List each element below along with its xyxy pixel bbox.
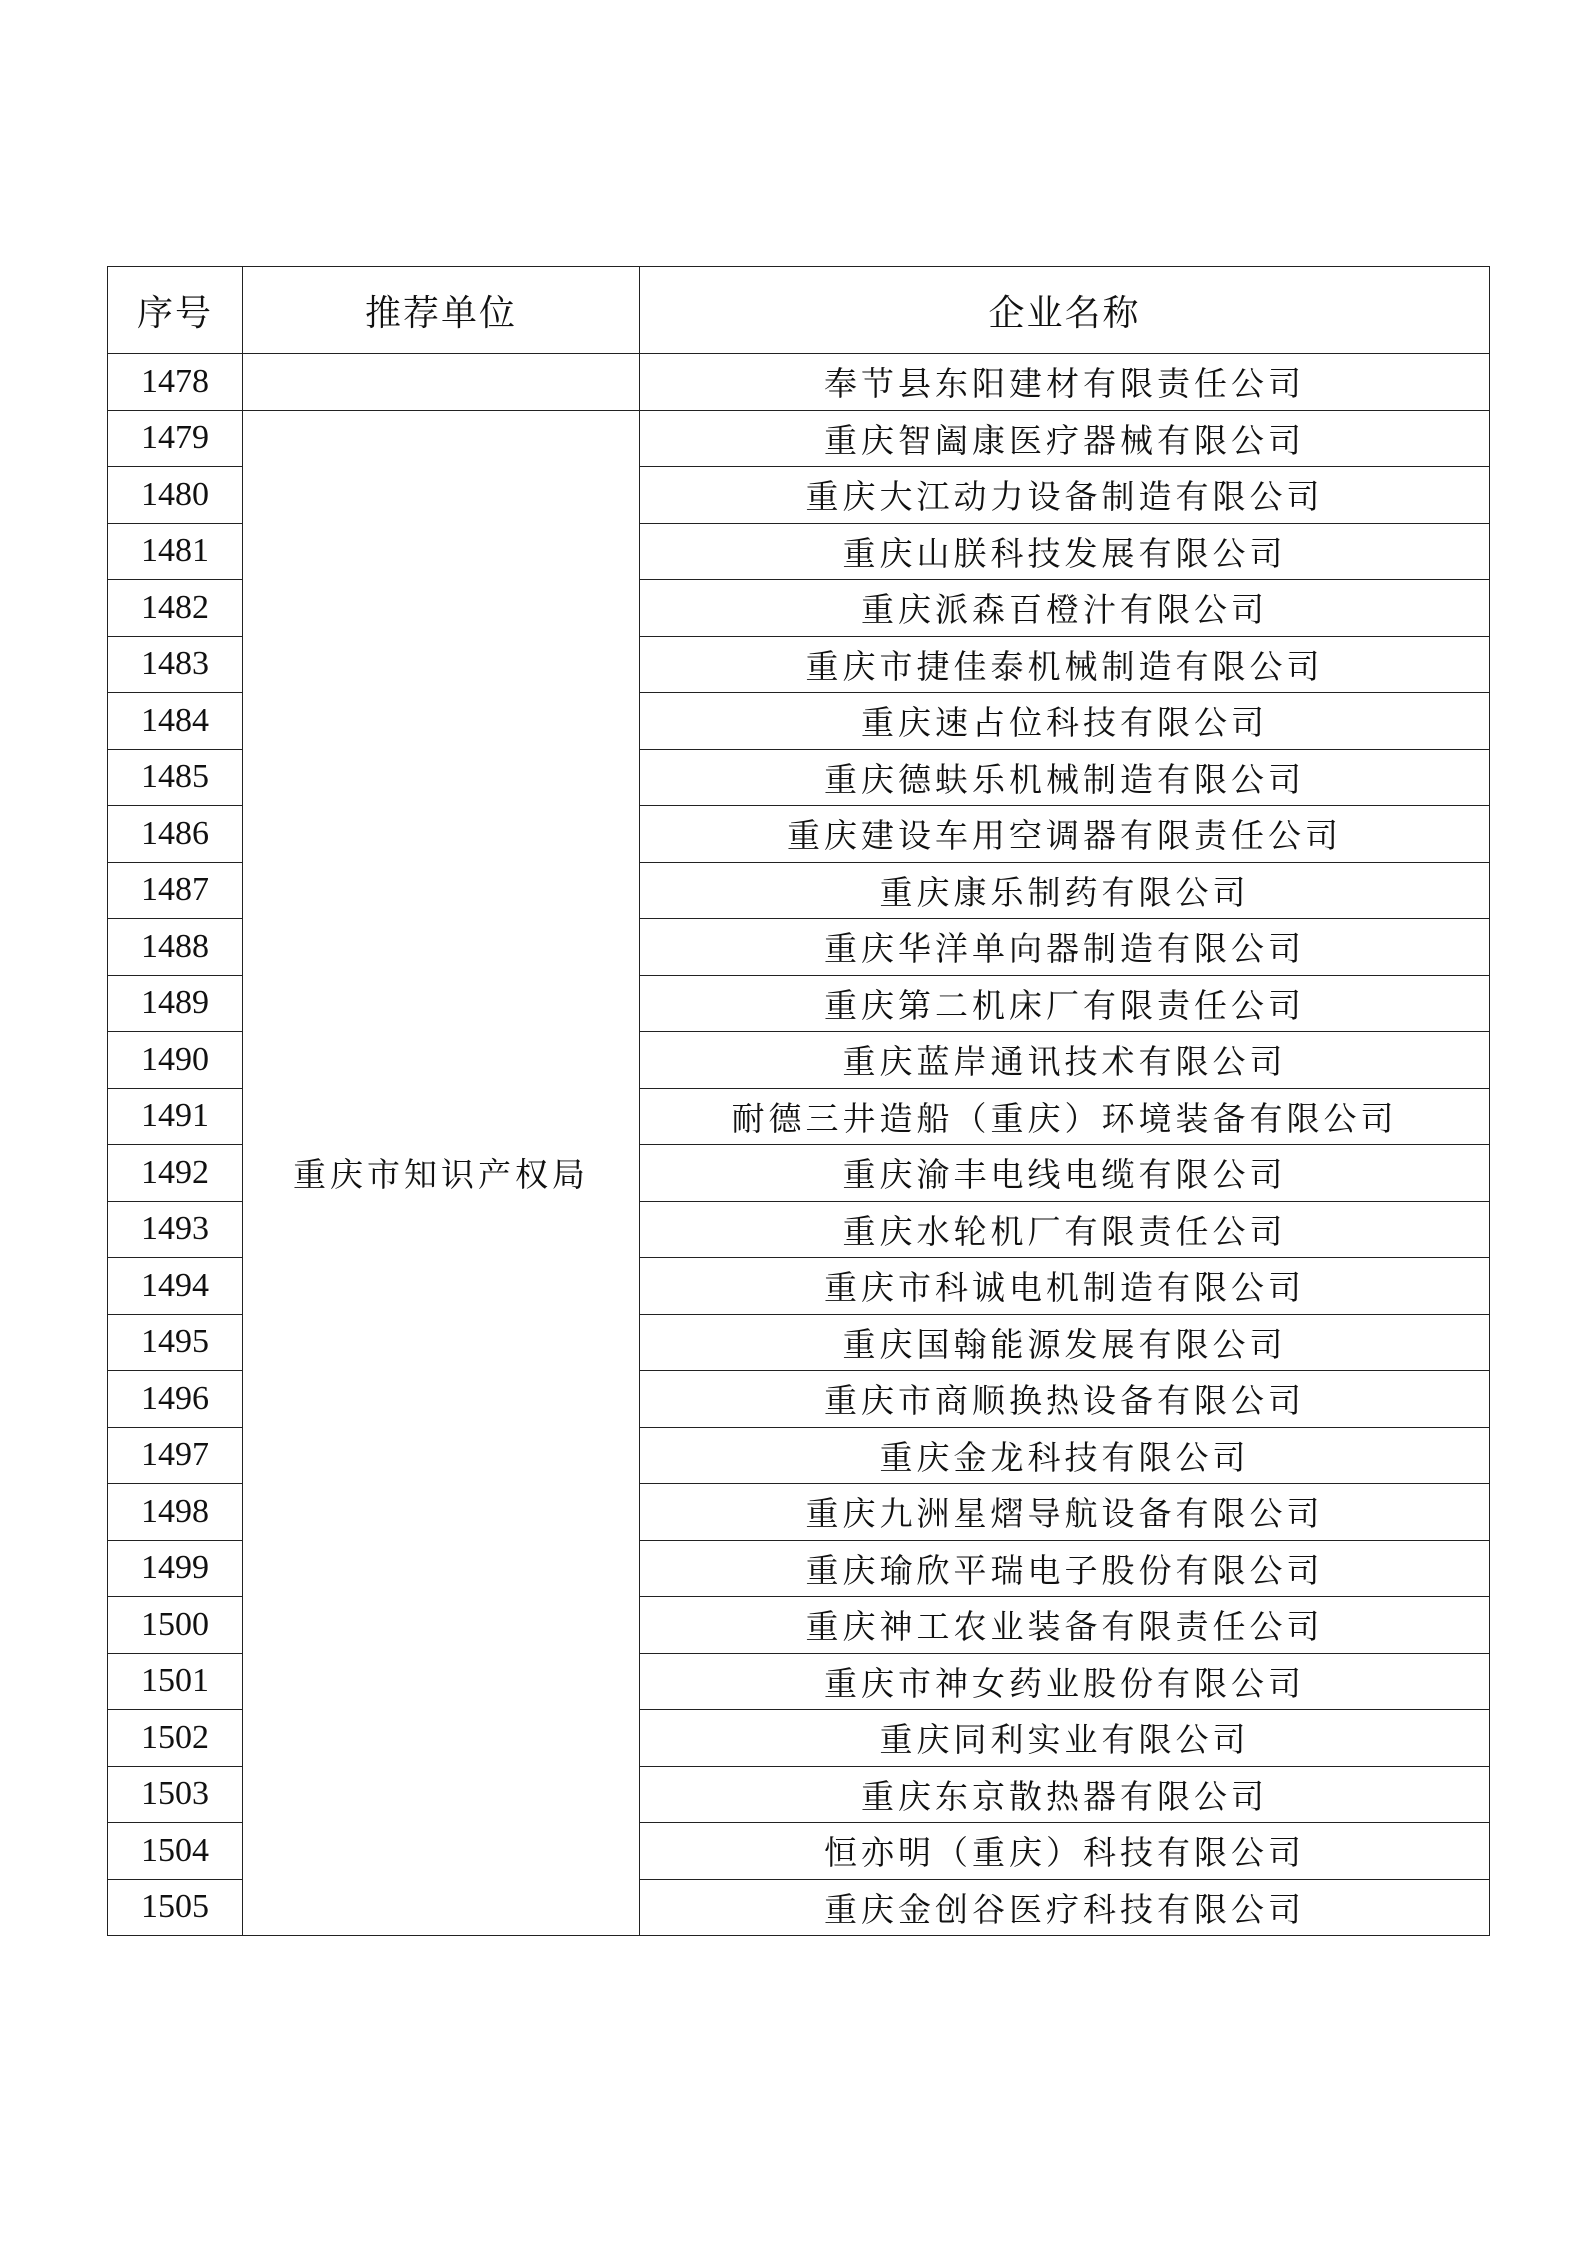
cell-enterprise-name: 重庆智阖康医疗器械有限公司 — [640, 410, 1490, 467]
cell-serial-number: 1499 — [108, 1540, 243, 1597]
enterprise-table — [107, 266, 1490, 1936]
cell-serial-number: 1488 — [108, 919, 243, 976]
cell-serial-number: 1504 — [108, 1823, 243, 1880]
cell-enterprise-name: 耐德三井造船（重庆）环境装备有限公司 — [640, 1088, 1490, 1145]
cell-serial-number: 1489 — [108, 975, 243, 1032]
cell-recommending-unit — [243, 354, 640, 411]
cell-serial-number: 1486 — [108, 806, 243, 863]
cell-enterprise-name: 重庆市捷佳泰机械制造有限公司 — [640, 636, 1490, 693]
header-recommending-unit: 推荐单位 — [243, 267, 640, 354]
cell-serial-number: 1493 — [108, 1201, 243, 1258]
cell-enterprise-name: 重庆瑜欣平瑞电子股份有限公司 — [640, 1540, 1490, 1597]
cell-enterprise-name: 重庆派森百橙汁有限公司 — [640, 580, 1490, 637]
cell-serial-number: 1481 — [108, 523, 243, 580]
cell-enterprise-name: 重庆大江动力设备制造有限公司 — [640, 467, 1490, 524]
cell-enterprise-name: 重庆九洲星熠导航设备有限公司 — [640, 1484, 1490, 1541]
table-row — [108, 410, 1490, 467]
cell-enterprise-name: 重庆金龙科技有限公司 — [640, 1427, 1490, 1484]
cell-serial-number: 1503 — [108, 1766, 243, 1823]
cell-serial-number: 1496 — [108, 1371, 243, 1428]
cell-serial-number: 1492 — [108, 1145, 243, 1202]
cell-enterprise-name: 重庆华洋单向器制造有限公司 — [640, 919, 1490, 976]
cell-serial-number: 1487 — [108, 862, 243, 919]
cell-serial-number: 1485 — [108, 749, 243, 806]
table-row — [108, 354, 1490, 411]
cell-enterprise-name: 重庆市科诚电机制造有限公司 — [640, 1258, 1490, 1315]
cell-serial-number: 1483 — [108, 636, 243, 693]
cell-serial-number: 1500 — [108, 1597, 243, 1654]
table-body — [108, 354, 1490, 1936]
cell-serial-number: 1480 — [108, 467, 243, 524]
cell-enterprise-name: 重庆水轮机厂有限责任公司 — [640, 1201, 1490, 1258]
cell-enterprise-name: 重庆市商顺换热设备有限公司 — [640, 1371, 1490, 1428]
cell-enterprise-name: 奉节县东阳建材有限责任公司 — [640, 354, 1490, 411]
cell-enterprise-name: 重庆速占位科技有限公司 — [640, 693, 1490, 750]
cell-serial-number: 1479 — [108, 410, 243, 467]
cell-serial-number: 1484 — [108, 693, 243, 750]
cell-enterprise-name: 重庆蓝岸通讯技术有限公司 — [640, 1032, 1490, 1089]
cell-enterprise-name: 重庆渝丰电线电缆有限公司 — [640, 1145, 1490, 1202]
table-header — [108, 267, 1490, 354]
cell-enterprise-name: 恒亦明（重庆）科技有限公司 — [640, 1823, 1490, 1880]
cell-enterprise-name: 重庆神工农业装备有限责任公司 — [640, 1597, 1490, 1654]
cell-serial-number: 1505 — [108, 1879, 243, 1936]
cell-enterprise-name: 重庆东京散热器有限公司 — [640, 1766, 1490, 1823]
cell-enterprise-name: 重庆山朕科技发展有限公司 — [640, 523, 1490, 580]
cell-enterprise-name: 重庆第二机床厂有限责任公司 — [640, 975, 1490, 1032]
cell-serial-number: 1502 — [108, 1710, 243, 1767]
cell-enterprise-name: 重庆同利实业有限公司 — [640, 1710, 1490, 1767]
cell-serial-number: 1494 — [108, 1258, 243, 1315]
cell-serial-number: 1490 — [108, 1032, 243, 1089]
cell-serial-number: 1498 — [108, 1484, 243, 1541]
header-row — [108, 267, 1490, 354]
cell-enterprise-name: 重庆德蚨乐机械制造有限公司 — [640, 749, 1490, 806]
header-enterprise-name: 企业名称 — [640, 267, 1490, 354]
cell-enterprise-name: 重庆建设车用空调器有限责任公司 — [640, 806, 1490, 863]
header-serial-number: 序号 — [108, 267, 243, 354]
cell-serial-number: 1491 — [108, 1088, 243, 1145]
cell-serial-number: 1495 — [108, 1314, 243, 1371]
cell-serial-number: 1497 — [108, 1427, 243, 1484]
cell-enterprise-name: 重庆市神女药业股份有限公司 — [640, 1653, 1490, 1710]
cell-serial-number: 1482 — [108, 580, 243, 637]
cell-serial-number: 1501 — [108, 1653, 243, 1710]
cell-enterprise-name: 重庆金创谷医疗科技有限公司 — [640, 1879, 1490, 1936]
cell-recommending-unit: 重庆市知识产权局 — [243, 410, 640, 1936]
cell-enterprise-name: 重庆国翰能源发展有限公司 — [640, 1314, 1490, 1371]
cell-serial-number: 1478 — [108, 354, 243, 411]
cell-enterprise-name: 重庆康乐制药有限公司 — [640, 862, 1490, 919]
